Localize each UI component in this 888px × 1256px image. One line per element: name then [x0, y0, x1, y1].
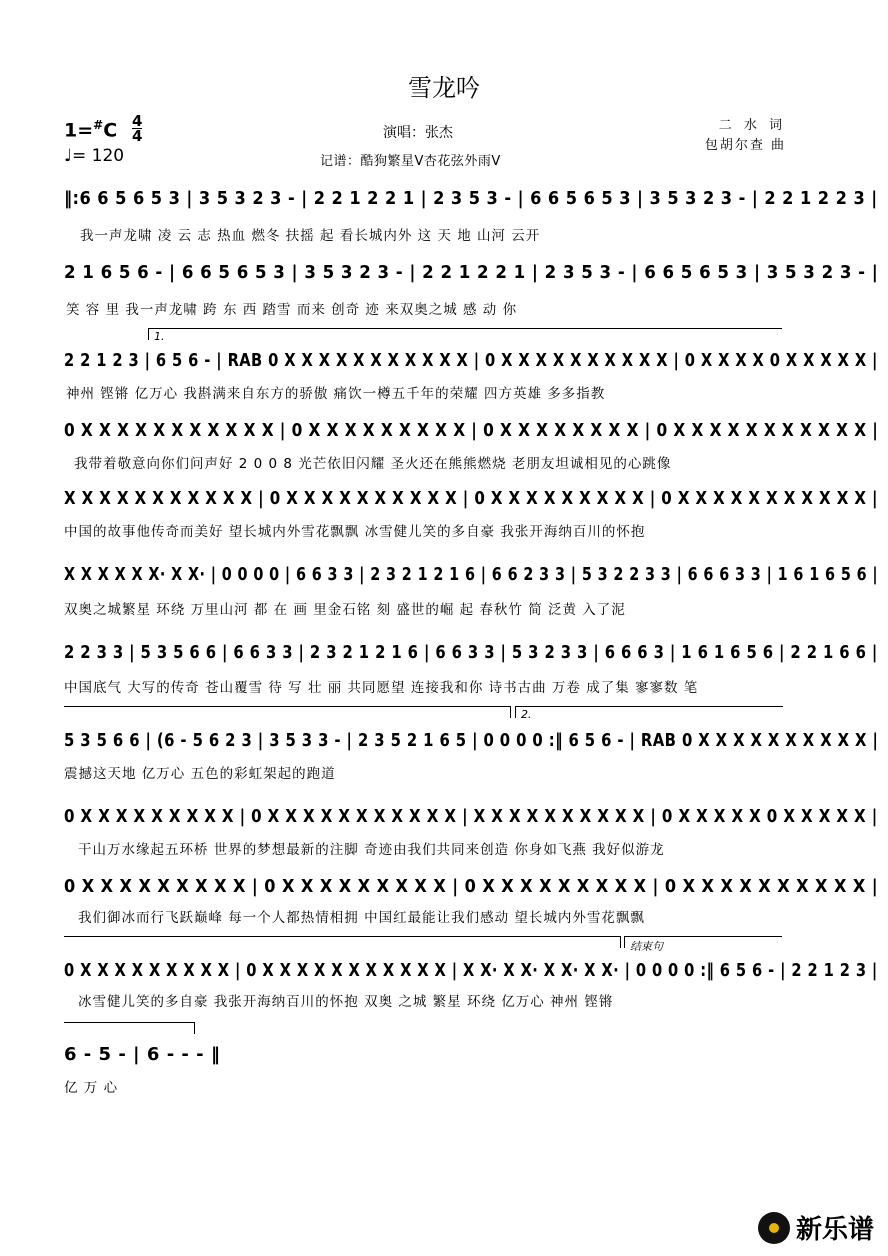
composer-credit: 包胡尔查 曲	[704, 138, 786, 153]
lyric-line-2: 笑 容 里 我一声龙啸 跨 东 西 踏雪 而来 创奇 迹 来双奥之城 感 动 你	[66, 302, 518, 318]
score-line-3: 2 2 1 2 3 | 6 5 6 - | RAB 0 X X X X X X X X X X X | 0 X X X X X X X X X X | 0 X X X X 0 X X X X X |	[64, 350, 878, 371]
lyric-line-5: 中国的故事他传奇而美好 望长城内外雪花飘飘 冰雪健儿笑的多自豪 我张开海纳百川的怀抱	[64, 524, 646, 540]
score-line-7: 2 2 3 3 | 5 3 5 6 6 | 6 6 3 3 | 2 3 2 1 2 1 6 | 6 6 3 3 | 5 3 2 3 3 | 6 6 6 3 | 1 6 1 6 5 6 | 2 2 1 6 6 |	[64, 642, 878, 663]
lyric-line-8: 震撼这天地 亿万心 五色的彩虹架起的跑道	[64, 766, 336, 782]
second-ending-bracket-edge	[515, 706, 516, 718]
singer-credit: 演唱：张杰	[383, 125, 453, 141]
score-line-6: X X X X X X· X X· | 0 0 0 0 | 6 6 3 3 | 2 3 2 1 2 1 6 | 6 6 2 3 3 | 5 3 2 2 3 3 | 6 6 6 3 3 | 1 6 1 6 5 6 |	[64, 564, 879, 585]
record-disc-icon	[758, 1212, 790, 1244]
lyric-line-4: 我带着敬意向你们问声好 2 0 0 8 光芒依旧闪耀 圣火还在熊熊燃烧 老朋友坦诚相见的心跳像	[74, 456, 672, 472]
ending-bracket: 结束句	[624, 936, 782, 947]
lyric-line-12: 亿 万 心	[64, 1080, 119, 1096]
score-line-2: 2 1 6 5 6 - | 6 6 5 6 5 3 | 3 5 3 2 3 - | 2 2 1 2 2 1 | 2 3 5 3 - | 6 6 5 6 5 3 | 3 5 3 2 3 - |	[64, 262, 879, 283]
final-bracket	[64, 1022, 194, 1033]
score-line-4: 0 X X X X X X X X X X X | 0 X X X X X X X X X | 0 X X X X X X X X | 0 X X X X X X X X X X X |	[64, 420, 879, 441]
lyric-line-7: 中国底气 大写的传奇 苍山覆雪 待 写 壮 丽 共同愿望 连接我和你 诗书古曲 万卷 成了集 寥寥数 笔	[64, 680, 699, 696]
repeat-bracket-edge	[510, 706, 511, 718]
lyric-line-3: 神州 铿锵 亿万心 我斟满来自东方的骄傲 痛饮一樽五千年的荣耀 四方英雄 多多指教	[66, 386, 606, 402]
score-line-1: ‖:6 6 5 6 5 3 | 3 5 3 2 3 - | 2 2 1 2 2 1 | 2 3 5 3 - | 6 6 5 6 5 3 | 3 5 3 2 3 - | 2 2 1 2 2 3 |	[64, 188, 878, 209]
ending-bracket-edge	[624, 936, 625, 948]
score-line-9: 0 X X X X X X X X X | 0 X X X X X X X X X X X | X X X X X X X X X X | 0 X X X X X 0 X X X X X |	[64, 806, 878, 827]
transcriber-credit: 记谱：酷狗繁星V杏花弦外雨V	[320, 154, 501, 169]
score-line-5: X X X X X X X X X X X | 0 X X X X X X X X X X | 0 X X X X X X X X X | 0 X X X X X X X X X X X |	[64, 488, 878, 509]
repeat-bracket-2	[64, 936, 620, 947]
score-line-12: 6 - 5 - | 6 - - - ‖	[64, 1044, 221, 1065]
second-ending-bracket: 2.	[515, 706, 783, 717]
page-title: 雪龙吟	[408, 74, 480, 102]
lyric-line-6: 双奥之城繁星 环绕 万里山河 都 在 画 里金石铭 刻 盛世的崛 起 春秋竹 简 泛黄 入了泥	[64, 602, 626, 618]
lyric-line-9: 干山万水缘起五环桥 世界的梦想最新的注脚 奇迹由我们共同来创造 你身如飞燕 我好似游龙	[78, 842, 665, 858]
site-logo: 新乐谱	[758, 1209, 874, 1246]
first-ending-bracket-edge	[148, 328, 149, 340]
lyric-line-11: 冰雪健儿笑的多自豪 我张开海纳百川的怀抱 双奥 之城 繁星 环绕 亿万心 神州 铿锵	[78, 994, 614, 1010]
score-line-8: 5 3 5 6 6 | (6 - 5 6 2 3 | 3 5 3 3 - | 2 3 5 2 1 6 5 | 0 0 0 0 :‖ 6 5 6 - | RAB 0 X X X X X X X X X X |	[64, 730, 879, 751]
score-line-10: 0 X X X X X X X X X | 0 X X X X X X X X X | 0 X X X X X X X X X | 0 X X X X X X X X X X |	[64, 876, 879, 897]
final-bracket-edge	[194, 1022, 195, 1034]
repeat-bracket	[64, 706, 510, 717]
lyric-line-1: 我一声龙啸 凌 云 志 热血 燃冬 扶摇 起 看长城内外 这 天 地 山河 云开	[80, 228, 541, 244]
tempo-marking: ♩= 120	[64, 146, 125, 166]
score-line-11: 0 X X X X X X X X X | 0 X X X X X X X X X X X | X X· X X· X X· X X· | 0 0 0 0 :‖ 6 5 6 - | 2 2 1 2 3 |	[64, 960, 878, 981]
lyric-line-10: 我们御冰而行飞跃巅峰 每一个人都热情相拥 中国红最能让我们感动 望长城内外雪花飘飘	[78, 910, 645, 926]
repeat-bracket-2-edge	[620, 936, 621, 948]
lyricist-credit: 二 水 词	[718, 118, 786, 133]
first-ending-bracket: 1.	[148, 328, 782, 339]
key-signature: 1=#C	[64, 118, 118, 142]
time-signature: 4 4	[132, 112, 143, 145]
